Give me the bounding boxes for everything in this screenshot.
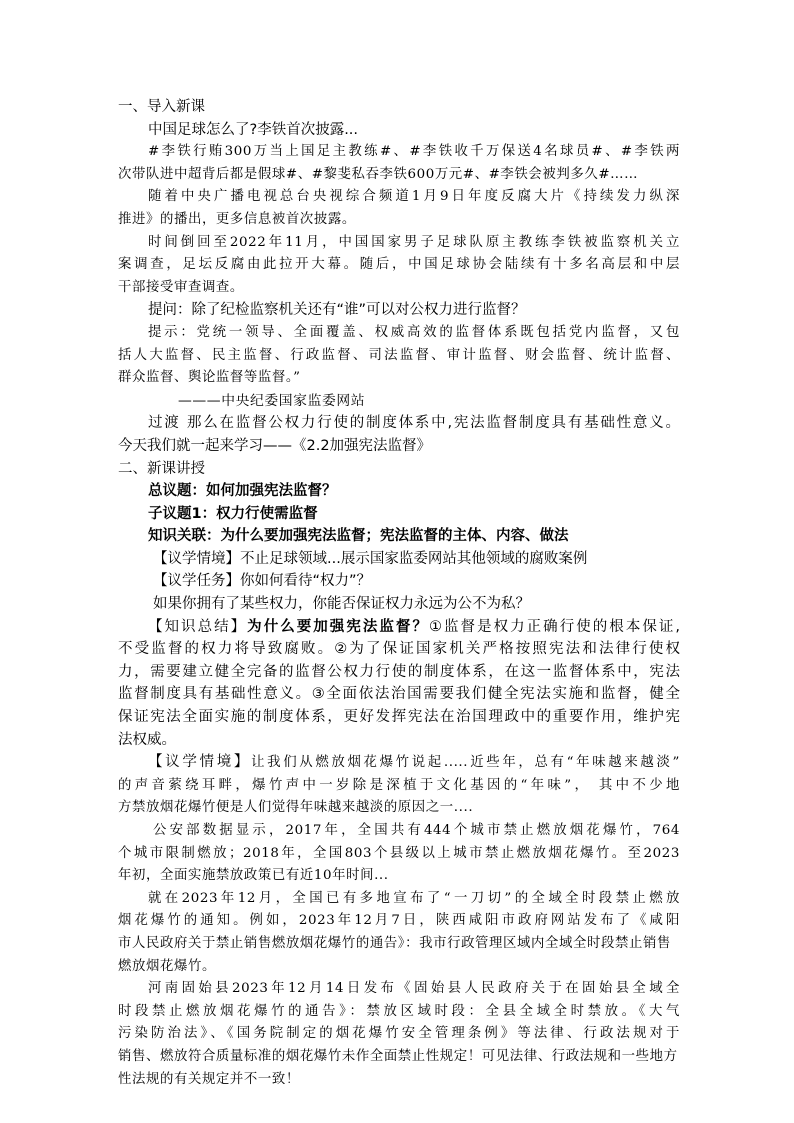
example-line: 时段禁止燃放烟花爆竹的通告》：禁放区域时段：全县全域全时禁放。《大气 xyxy=(118,1003,680,1019)
summary-point: ①监督是权力正确行使的根本保证, xyxy=(428,618,680,635)
paragraph-line: 案调查，足坛反腐由此拉开大幕。随后，中国足球协会陆续有十多名高层和中层 xyxy=(118,257,680,273)
example-line: 市人民政府关于禁止销售燃放烟花爆竹的通告》：我市行政管理区域内全域全时段禁止销售燃放烟花爆竹。 xyxy=(118,935,671,974)
data-line: 公安部数据显示，2017年，全国共有444个城市禁止燃放烟花爆竹，764 xyxy=(153,823,680,838)
data-line: 年初，全面实施禁放政策已有近10年时间... xyxy=(118,868,389,884)
sub-topic: 子议题1：权力行使需监督 xyxy=(148,505,318,522)
hashtag-line: 次带队进中超背后都是假球#、#黎斐私吞李铁600万元#、#李铁会被判多久#…… xyxy=(118,166,639,182)
scenario-line: 方禁放烟花爆竹便是人们觉得年味越来越淡的原因之一.... xyxy=(118,800,474,816)
task-line: 【议学任务】你如何看待“权力”？ xyxy=(153,573,372,590)
section-heading: 一、导入新课 xyxy=(118,99,205,115)
example-line: 销售、燃放符合质量标准的烟花爆竹未作全面禁止性规定！可见法律、行政法规和一些地方性法规的有关规定并不一致！ xyxy=(118,1048,678,1087)
summary-line: 监督制度具有基础性意义。③全面依法治国需要我们健全宪法实施和监督，健全 xyxy=(118,686,680,703)
transition-line: 过渡 那么在监督公权力行使的制度体系中,宪法监督制度具有基础性意义。 xyxy=(148,415,680,432)
paragraph-line: 时间倒回至2022年11月，中国国家男子足球队原主教练李铁被监察机关立 xyxy=(148,234,680,250)
summary-line xyxy=(118,616,680,639)
hint-line: 括人大监督、民主监督、行政监督、司法监督、审计监督、财会监督、统计监督、 xyxy=(118,347,680,363)
hint-line: 群众监督、舆论监督等监督。” xyxy=(118,370,301,386)
example-line: 就在2023年12月，全国已有多地宣布了“一刀切”的全域全时段禁止燃放 xyxy=(148,890,680,906)
hint-line: 提示：党统一领导、全面覆盖、权威高效的监督体系既包括党内监督，又包 xyxy=(148,324,680,340)
scenario-line: 【议学情境】不止足球领域...展示国家监委网站其他领域的腐败案例 xyxy=(153,550,588,567)
knowledge-link: 知识关联：为什么要加强宪法监督；宪法监督的主体、内容、做法 xyxy=(148,528,569,545)
paragraph-line: 推进》的播出，更多信息被首次披露。 xyxy=(118,211,356,227)
main-topic: 总议题：如何加强宪法监督？ xyxy=(148,483,337,500)
example-line: 河南固始县2023年12月14日发布《固始县人民政府关于在固始县全域全 xyxy=(148,981,680,997)
summary-line: 法权威。 xyxy=(118,731,176,748)
intro-line: 中国足球怎么了?李铁首次披露... xyxy=(148,121,359,138)
lesson-plan xyxy=(118,96,680,1091)
scenario-label: 【议学情境】 xyxy=(148,754,252,771)
reflection-line: 如果你拥有了某些权力，你能否保证权力永远为公不为私？ xyxy=(153,596,530,613)
paragraph-line: 随着中央广播电视总台央视综合频道1月9日年度反腐大片《持续发力纵深 xyxy=(148,189,680,205)
hashtag-line: #李铁行贿300万当上国足主教练#、#李铁收千万保送4名球员#、#李铁两 xyxy=(148,144,680,160)
source-attribution: ———中央纪委国家监委网站 xyxy=(178,392,366,409)
data-line: 个城市限制燃放；2018年，全国803个县级以上城市禁止燃放烟花爆竹。至2023 xyxy=(118,845,680,861)
scenario-line: 的声音萦绕耳畔，爆竹声中一岁除是深植于文化基因的“年味”， 其中不少地 xyxy=(118,777,680,793)
scenario-text: 让我们从燃放烟花爆竹说起.....近些年，总有“年味越来越淡” xyxy=(251,755,680,771)
transition-line: 今天我们就一起来学习——《2.2加强宪法监督》 xyxy=(118,437,432,454)
summary-question: 为什么要加强宪法监督？ xyxy=(247,618,429,635)
example-line: 烟花爆竹的通知。例如，2023年12月7日，陕西咸阳市政府网站发布了《咸阳 xyxy=(118,913,680,929)
summary-label: 【知识总结】 xyxy=(148,618,248,635)
summary-line: 不受监督的权力将导致腐败。②为了保证国家机关严格按照宪法和法律行使权 xyxy=(118,641,680,658)
example-line: 污染防治法》、《国务院制定的烟花爆竹安全管理条例》等法律、行政法规对于 xyxy=(118,1026,680,1042)
scenario-line xyxy=(118,751,680,775)
question-line: 提问：除了纪检监察机关还有“谁”可以对公权力进行监督？ xyxy=(148,302,526,319)
section-heading: 二、新课讲授 xyxy=(118,460,205,477)
summary-line: 保证宪法全面实施的制度体系，更好发挥宪法在治国理政中的重要作用，维护宪 xyxy=(118,709,680,726)
summary-line: 力，需要建立健全完备的监督公权力行使的制度体系，在这一监督体系中，宪法 xyxy=(118,663,680,680)
paragraph-line: 干部接受审查调查。 xyxy=(118,279,244,295)
